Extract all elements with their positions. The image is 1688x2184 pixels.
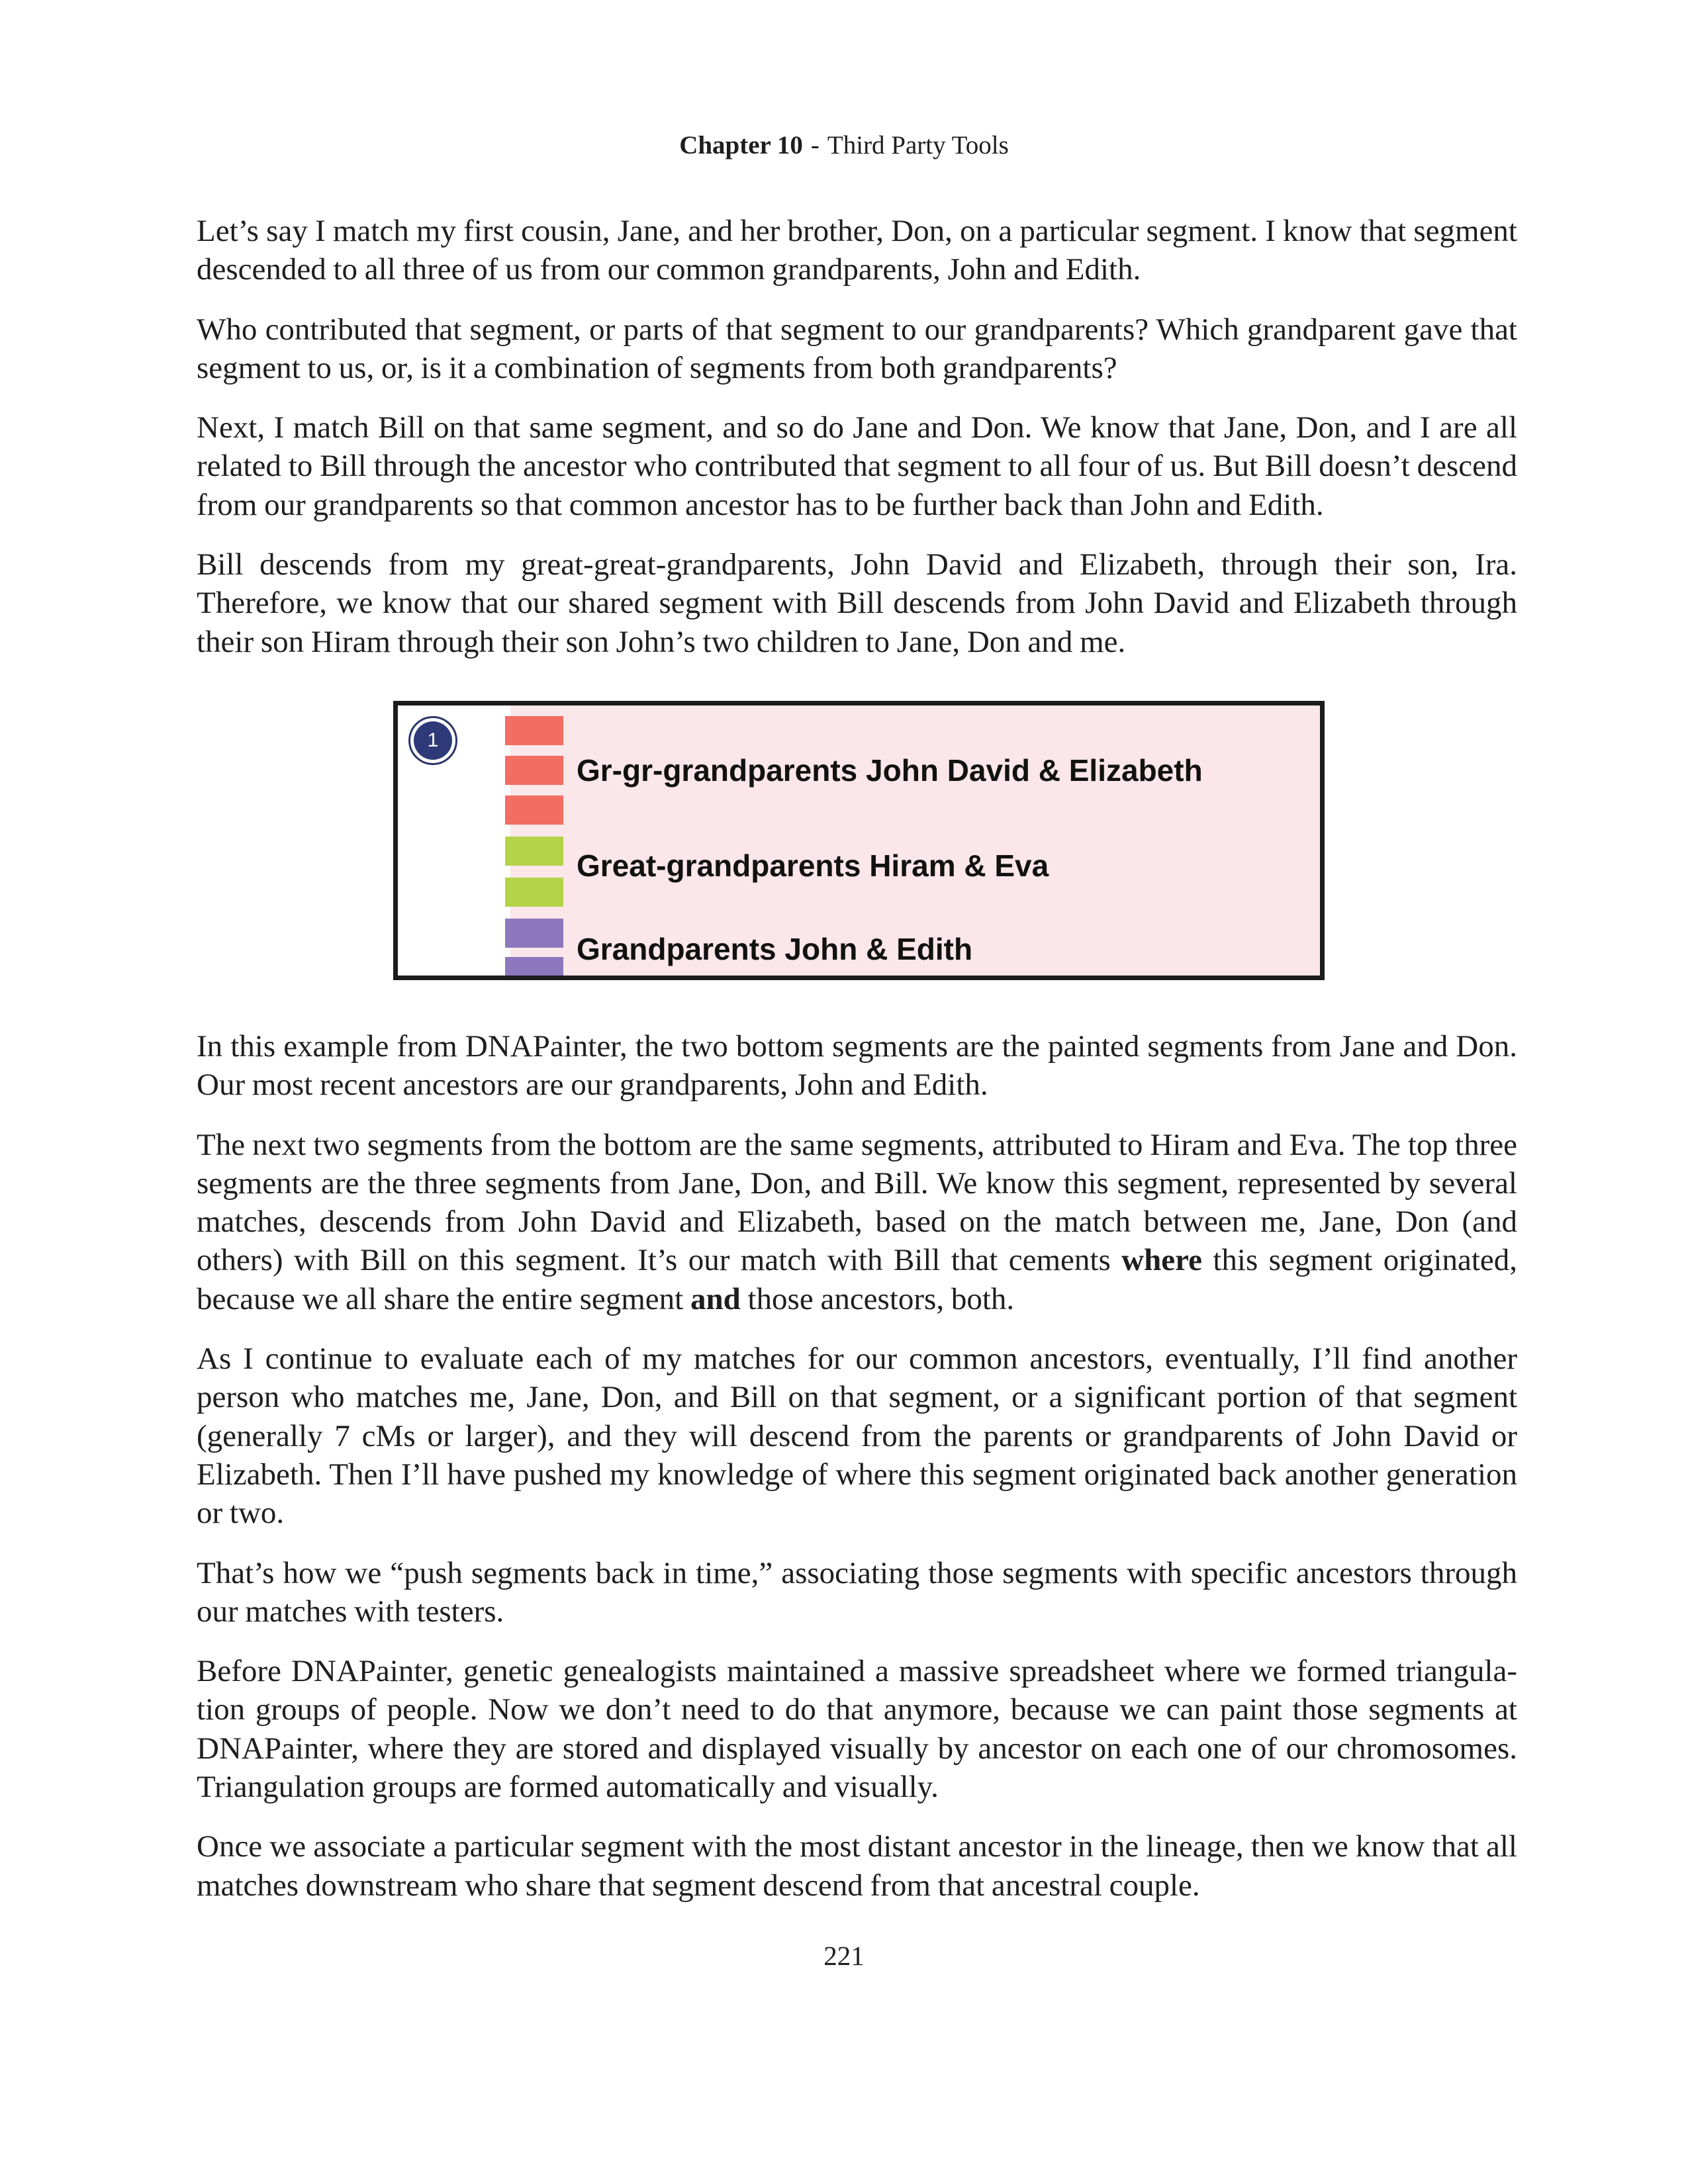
segment-bar-great-grandparents bbox=[505, 837, 563, 866]
paragraph: Let’s say I match my first cousin, Jane, and her brother, Don, on a particular segment. I know that segment descended to all three of us from our common grandparents, John and Edith. bbox=[197, 214, 1517, 287]
paragraph: Before DNAPainter, genetic genealogists maintained a massive spreadsheet where we formed triangula-tion groups of people. Now we don’t need to do that anymore, because we can paint those segments at DNAPainter, where they are stored and displayed visually by ancestor on each one of our chromosomes. Triangulation groups are formed automatically and visually. bbox=[197, 1654, 1517, 1805]
body-text-bottom bbox=[197, 1027, 1517, 1926]
badge-number: 1 bbox=[414, 721, 452, 760]
text-run: those ancestors, both. bbox=[740, 1281, 1015, 1316]
number-badge bbox=[408, 716, 457, 765]
running-header bbox=[0, 130, 1688, 161]
paragraph: In this example from DNAPainter, the two bottom segments are the painted segments from Jane and Don. Our most recent ancestors are our grandparents, John and Edith. bbox=[197, 1029, 1517, 1103]
segment-bar-gr-gr-grandparents bbox=[505, 796, 563, 825]
chapter-label: Chapter 10 bbox=[679, 131, 803, 159]
paragraph: That’s how we “push segments back in time,” associating those segments with specific ancestors through our matches with testers. bbox=[197, 1555, 1517, 1629]
paragraph: Bill descends from my great-great-grandparents, John David and Elizabeth, through their son, Ira. Therefore, we know that our shared segment with Bill descends from John David and Elizabeth through their son Hiram through their son John’s two children to Jane, Don and me. bbox=[197, 547, 1517, 659]
paragraph bbox=[197, 1126, 1517, 1318]
label-great-grandparents: Great-grandparents Hiram & Eva bbox=[577, 848, 1049, 883]
segment-bar-gr-gr-grandparents bbox=[505, 716, 563, 745]
label-grandparents: Grandparents John & Edith bbox=[577, 932, 973, 966]
paragraph: Once we associate a particular segment with the most distant ancestor in the lineage, then we know that all matches downstream who share that segment descend from that ancestral couple. bbox=[197, 1829, 1517, 1903]
page-number: 221 bbox=[823, 1940, 865, 1971]
body-text-top bbox=[197, 212, 1517, 682]
segment-bar-great-grandparents bbox=[505, 878, 563, 907]
emphasis-and: and bbox=[690, 1281, 741, 1316]
paragraph: Who contributed that segment, or parts of that segment to our grandparents? Which grandparent gave that segment to us, or, is it a combination of segments from both grandparents? bbox=[197, 312, 1517, 385]
dnapainter-figure bbox=[393, 701, 1325, 980]
header-separator: - bbox=[810, 131, 820, 159]
text-run: The next two segments from the bottom are the same segments, attributed to Hiram and Eva. The top three segments are the three segments from Jane, Don, and Bill. We know this segment, represented by several matches, descends from John David and Elizabeth, based on the match between me, Jane, Don (and others) with Bill on this segment. It’s our match with Bill that cements bbox=[197, 1127, 1517, 1278]
chapter-title: Third Party Tools bbox=[827, 131, 1009, 159]
emphasis-where: where bbox=[1121, 1243, 1202, 1278]
segment-bar-grandparents bbox=[505, 957, 563, 980]
segment-bar-gr-gr-grandparents bbox=[505, 756, 563, 785]
paragraph: As I continue to evaluate each of my matches for our common ancestors, eventually, I’ll find another person who matches me, Jane, Don, and Bill on that segment, or a significant portion of that segment (generally 7 cMs or larger), and they will descend from the parents or grandparents of John David or Elizabeth. Then I’ll have pushed my knowledge of where this segment originated back another generation or two. bbox=[197, 1342, 1517, 1531]
paragraph: Next, I match Bill on that same segment, and so do Jane and Don. We know that Jane, Don, and I are all related to Bill through the ancestor who contributed that segment to all four of us. But Bill doesn’t descend from our grandparents so that common ancestor has to be further back than John and Edith. bbox=[197, 410, 1517, 522]
text-run: this segment originated, because we all share the entire segment bbox=[197, 1243, 1517, 1316]
segment-bar-grandparents bbox=[505, 919, 563, 948]
label-gr-gr-grandparents: Gr-gr-grandparents John David & Elizabeth bbox=[577, 753, 1203, 788]
